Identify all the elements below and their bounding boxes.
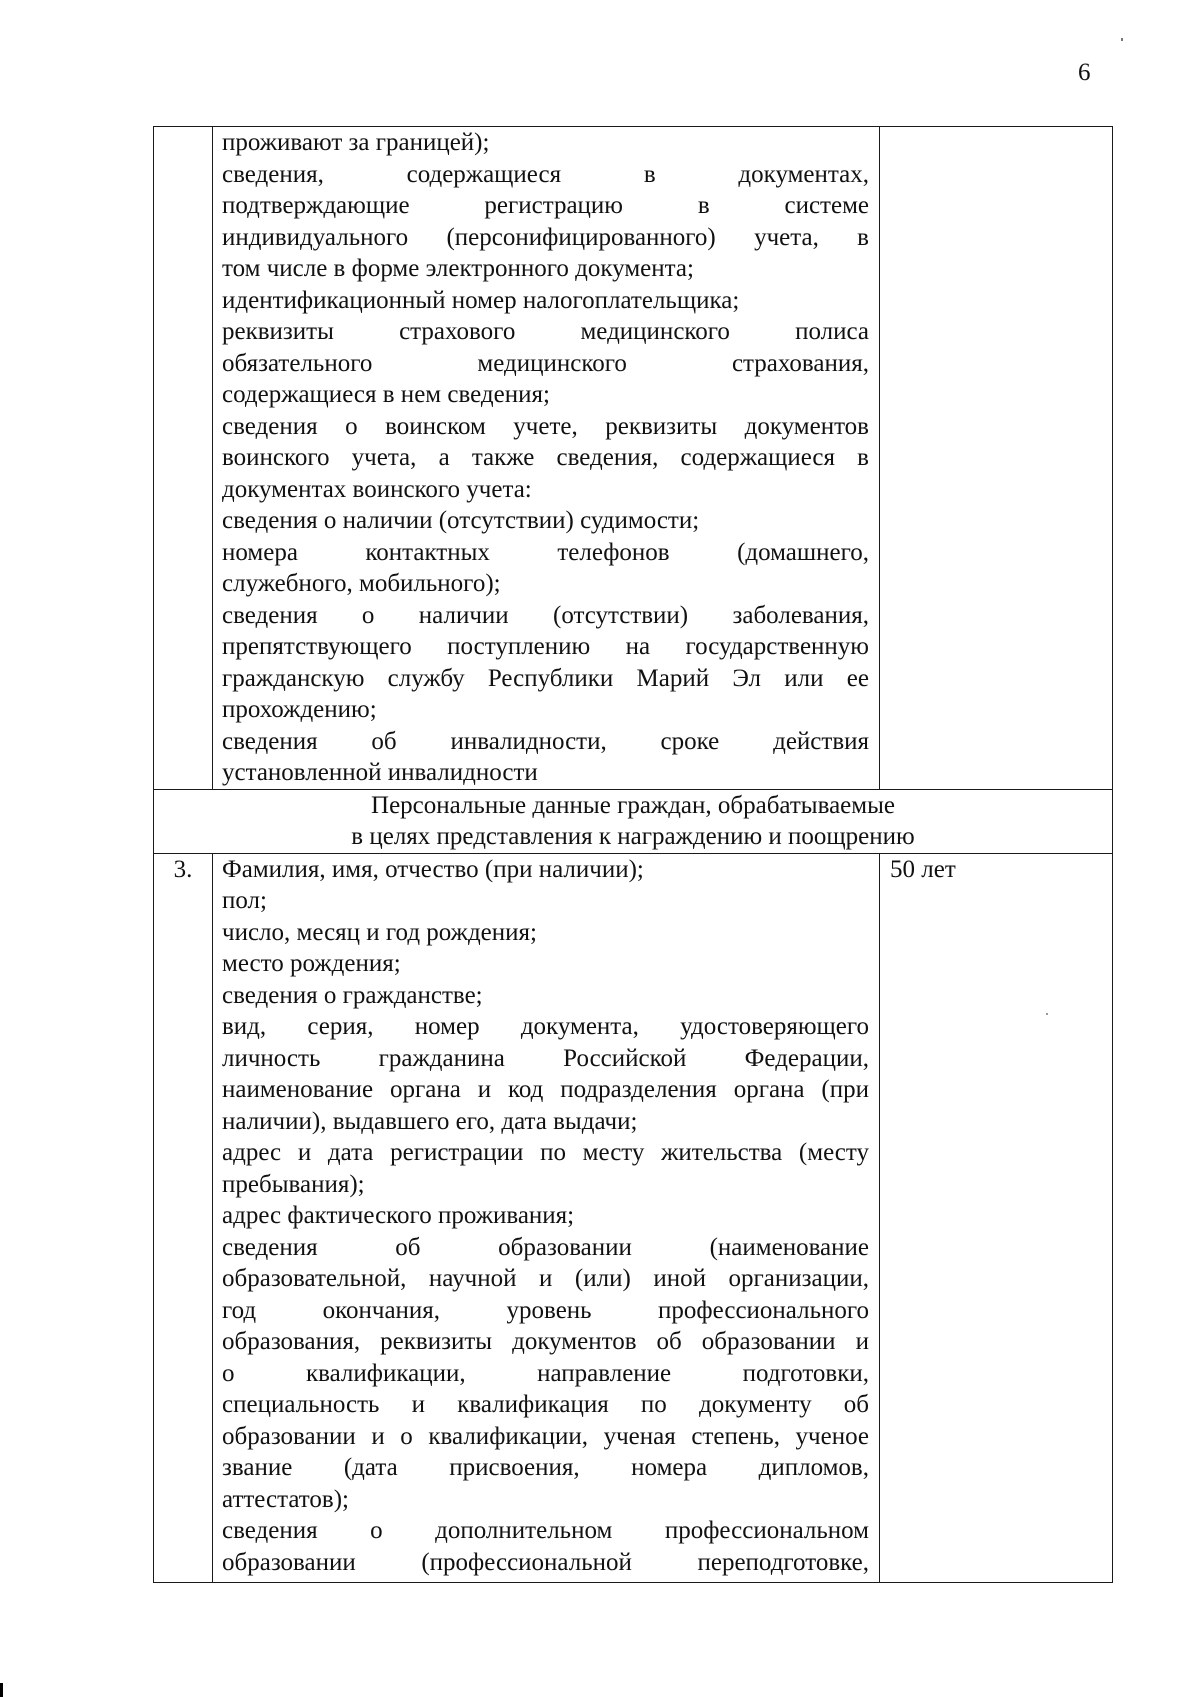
- scan-speck: [1046, 1013, 1048, 1015]
- list-item: аттестатов);: [222, 1485, 349, 1513]
- data-list: [222, 854, 869, 1579]
- section-header-cell: [154, 789, 1113, 853]
- list-item: сведения о наличии (отсутствии) судимости;: [222, 507, 700, 534]
- list-item: том числе в форме электронного документа;: [222, 255, 694, 282]
- list-item: адрес фактического проживания;: [222, 1202, 575, 1229]
- scan-speck: [1121, 38, 1123, 41]
- list-item: обязательного медицинского страхования,: [222, 349, 869, 377]
- list-item: образовании (профессиональной переподготовке,: [222, 1548, 869, 1576]
- list-item: звание (дата присвоения, номера дипломов,: [222, 1454, 869, 1481]
- list-item: содержащиеся в нем сведения;: [222, 381, 550, 408]
- section-header-row: [154, 789, 1113, 853]
- list-item: число, месяц и год рождения;: [222, 918, 537, 946]
- row-number-cell: 3.: [154, 853, 213, 1582]
- list-item: сведения о воинском учете, реквизиты документов: [222, 412, 869, 440]
- list-item: Фамилия, имя, отчество (при наличии);: [222, 855, 644, 883]
- data-list-cell: [213, 853, 880, 1582]
- list-item: личность гражданина Российской Федерации,: [222, 1044, 869, 1072]
- scan-edge-mark: [0, 1683, 3, 1697]
- page-number: 6: [1078, 59, 1091, 86]
- list-item: образовательной, научной и (или) иной организации,: [222, 1265, 869, 1292]
- list-item: установленной инвалидности: [222, 759, 538, 786]
- section-header-line-1: Персональные данные граждан, обрабатываемые: [371, 791, 895, 819]
- retention-term-cell: 50 лет: [880, 853, 1113, 1582]
- table-row-continued: [154, 127, 1113, 790]
- row-number-cell: [154, 127, 213, 790]
- list-item: образовании и о квалификации, ученая степень, ученое: [222, 1422, 869, 1450]
- list-item: образования, реквизиты документов об образовании и: [222, 1328, 869, 1355]
- list-item: наличии), выдавшего его, дата выдачи;: [222, 1107, 638, 1135]
- list-item: номера контактных телефонов (домашнего,: [222, 538, 869, 566]
- list-item: вид, серия, номер документа, удостоверяющего: [222, 1013, 869, 1040]
- list-item: сведения, содержащиеся в документах,: [222, 160, 869, 188]
- section-header-line-2: в целях представления к награждению и поощрению: [351, 823, 915, 850]
- list-item: специальность и квалификация по документу об: [222, 1391, 869, 1418]
- list-item: сведения о гражданстве;: [222, 981, 483, 1009]
- list-item: идентификационный номер налогоплательщика;: [222, 286, 740, 314]
- data-list-cell: [213, 127, 880, 790]
- list-item: пребывания);: [222, 1170, 365, 1198]
- list-item: прохождению;: [222, 696, 377, 723]
- table-row-3: [154, 853, 1113, 1582]
- data-list: [222, 127, 869, 789]
- list-item: воинского учета, а также сведения, содержащиеся в: [222, 444, 869, 471]
- list-item: реквизиты страхового медицинского полиса: [222, 318, 869, 345]
- list-item: индивидуального (персонифицированного) учета, в: [222, 223, 869, 251]
- list-item: адрес и дата регистрации по месту жительства (месту: [222, 1139, 869, 1166]
- list-item: место рождения;: [222, 950, 401, 977]
- list-item: сведения о дополнительном профессиональном: [222, 1517, 869, 1544]
- list-item: сведения об образовании (наименование: [222, 1233, 869, 1261]
- list-item: проживают за границей);: [222, 129, 490, 156]
- list-item: сведения о наличии (отсутствии) заболевания,: [222, 601, 869, 629]
- personal-data-table: [153, 126, 1113, 1583]
- retention-term-cell: [880, 127, 1113, 790]
- list-item: служебного, мобильного);: [222, 570, 501, 597]
- list-item: пол;: [222, 887, 267, 914]
- list-item: подтверждающие регистрацию в системе: [222, 192, 869, 219]
- list-item: сведения об инвалидности, сроке действия: [222, 727, 869, 755]
- list-item: наименование органа и код подразделения органа (при: [222, 1076, 869, 1103]
- list-item: документах воинского учета:: [222, 475, 532, 503]
- list-item: препятствующего поступлению на государственную: [222, 633, 869, 660]
- list-item: год окончания, уровень профессионального: [222, 1296, 869, 1324]
- list-item: о квалификации, направление подготовки,: [222, 1359, 869, 1387]
- list-item: гражданскую службу Республики Марий Эл или ее: [222, 664, 869, 692]
